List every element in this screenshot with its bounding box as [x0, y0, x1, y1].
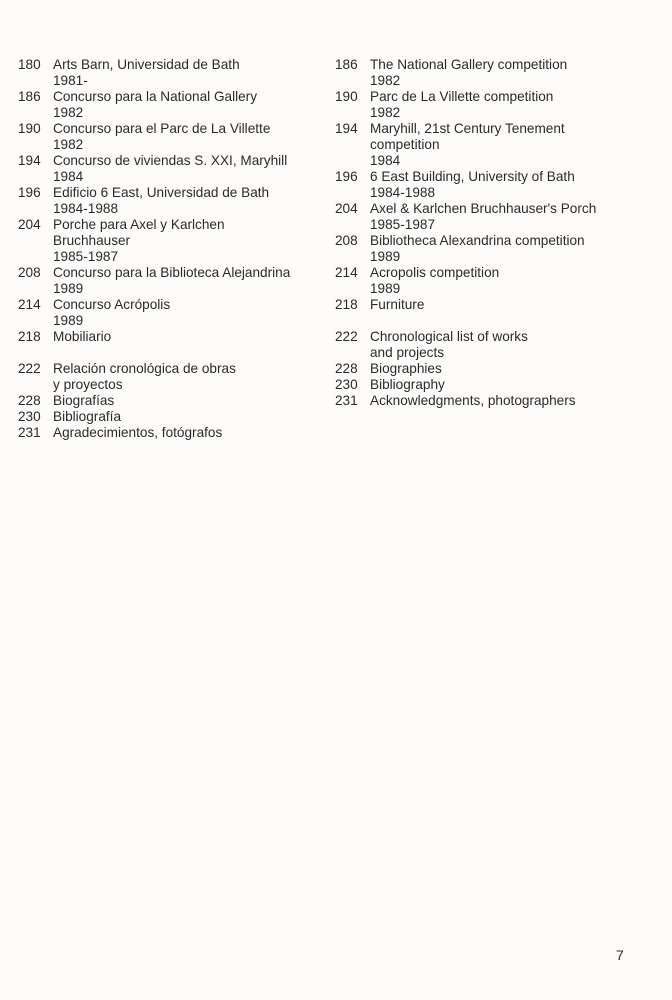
toc-entry-text — [53, 89, 318, 121]
toc-entry-text — [53, 409, 318, 425]
toc-entry — [18, 329, 318, 345]
toc-entry — [18, 361, 318, 393]
toc-entry — [18, 57, 318, 89]
toc-entry-title: Mobiliario — [53, 329, 112, 344]
toc-entry-text — [53, 153, 318, 185]
toc-page-number: 222 — [335, 329, 358, 344]
toc-entry — [18, 265, 318, 297]
toc-page-number: 196 — [335, 169, 358, 184]
toc-entry-text — [53, 393, 318, 409]
toc-entry-line: competition — [370, 137, 440, 152]
toc-page-number: 231 — [335, 393, 358, 408]
toc-entry — [335, 297, 655, 313]
toc-entry-text — [370, 121, 655, 169]
toc-entry-text — [370, 89, 655, 121]
toc-page-number: 218 — [335, 297, 358, 312]
toc-entry-title: Maryhill, 21st Century Tenement — [370, 121, 565, 136]
toc-entry-text — [53, 361, 318, 393]
toc-entry-text — [370, 297, 655, 313]
toc-entry-text — [53, 425, 318, 441]
toc-entry-line: and projects — [370, 345, 445, 360]
toc-page-number: 231 — [18, 425, 41, 440]
toc-page-number: 228 — [335, 361, 358, 376]
toc-entry-title: Furniture — [370, 297, 425, 312]
toc-page-number: 214 — [18, 297, 41, 312]
toc-page-number: 194 — [335, 121, 358, 136]
toc-entry-text — [53, 185, 318, 217]
toc-entry — [335, 265, 655, 297]
toc-page-number: 204 — [335, 201, 358, 216]
toc-entry-text — [370, 393, 655, 409]
toc-entry-line: 1984-1988 — [370, 185, 436, 200]
toc-entry-title: 6 East Building, University of Bath — [370, 169, 575, 184]
toc-page-number: 194 — [18, 153, 41, 168]
toc-entry-line: 1989 — [53, 313, 84, 328]
toc-entry-text — [370, 233, 655, 265]
toc-entry-text — [53, 57, 318, 89]
toc-entry-title: Edificio 6 East, Universidad de Bath — [53, 185, 270, 200]
toc-entry-title: Bibliography — [370, 377, 445, 392]
toc-entry — [18, 121, 318, 153]
toc-entry-title: Porche para Axel y Karlchen — [53, 217, 225, 232]
toc-page-number: 222 — [18, 361, 41, 376]
toc-entry-text — [53, 329, 318, 345]
toc-page-number: 230 — [18, 409, 41, 424]
toc-entry — [18, 425, 318, 441]
toc-entry-text — [370, 169, 655, 201]
toc-entry-title: Acropolis competition — [370, 265, 500, 280]
toc-entry-line: 1984 — [370, 153, 401, 168]
toc-entry-title: Bibliotheca Alexandrina competition — [370, 233, 585, 248]
toc-entry-title: The National Gallery competition — [370, 57, 568, 72]
toc-entry-title: Arts Barn, Universidad de Bath — [53, 57, 240, 72]
toc-entry — [335, 169, 655, 201]
toc-entry-line: 1989 — [370, 249, 401, 264]
toc-page-number: 208 — [335, 233, 358, 248]
toc-entry-text — [53, 297, 318, 329]
toc-entry-title: Axel & Karlchen Bruchhauser's Porch — [370, 201, 597, 216]
toc-entry-line: 1982 — [53, 105, 84, 120]
toc-entry-title: Agradecimientos, fotógrafos — [53, 425, 223, 440]
page-number: 7 — [616, 947, 624, 963]
toc-entry — [335, 201, 655, 233]
toc-entry-line: 1982 — [370, 105, 401, 120]
toc-entry-title: Concurso para la Biblioteca Alejandrina — [53, 265, 291, 280]
toc-entry-line: 1984 — [53, 169, 84, 184]
toc-entry — [335, 57, 655, 89]
section-gap — [335, 313, 655, 329]
toc-entry — [18, 89, 318, 121]
toc-entry-title: Relación cronológica de obras — [53, 361, 236, 376]
toc-entry-line: 1985-1987 — [370, 217, 436, 232]
toc-page-number: 186 — [335, 57, 358, 72]
toc-entry-text — [370, 377, 655, 393]
toc-entry-text — [370, 265, 655, 297]
toc-entry-line: y proyectos — [53, 377, 123, 392]
toc-entry-line: 1984-1988 — [53, 201, 119, 216]
toc-entry — [335, 329, 655, 361]
section-gap — [18, 345, 318, 361]
toc-entry-text — [53, 217, 318, 265]
toc-page-number: 214 — [335, 265, 358, 280]
toc-entry-title: Concurso de viviendas S. XXI, Maryhill — [53, 153, 288, 168]
toc-entry — [18, 393, 318, 409]
toc-entry — [335, 89, 655, 121]
toc-column-spanish — [18, 57, 318, 441]
toc-page-number: 186 — [18, 89, 41, 104]
toc-entry-text — [53, 121, 318, 153]
toc-page-number: 190 — [18, 121, 41, 136]
toc-entry-text — [370, 361, 655, 377]
toc-entry — [335, 233, 655, 265]
toc-page-number: 196 — [18, 185, 41, 200]
toc-entry-title: Concurso para la National Gallery — [53, 89, 258, 104]
toc-entry — [335, 393, 655, 409]
toc-page-number: 190 — [335, 89, 358, 104]
toc-entry-text — [370, 57, 655, 89]
toc-entry-title: Concurso para el Parc de La Villette — [53, 121, 271, 136]
toc-entry — [18, 297, 318, 329]
toc-page-number: 180 — [18, 57, 41, 72]
toc-entry — [335, 121, 655, 169]
toc-entry-line: 1989 — [53, 281, 84, 296]
toc-entry — [18, 185, 318, 217]
toc-page-number: 228 — [18, 393, 41, 408]
toc-page-number: 204 — [18, 217, 41, 232]
toc-page-number: 218 — [18, 329, 41, 344]
toc-entry — [18, 153, 318, 185]
toc-entry-line: 1985-1987 — [53, 249, 119, 264]
toc-entry-line: 1981- — [53, 73, 88, 88]
toc-column-english — [335, 57, 655, 409]
toc-entry — [335, 377, 655, 393]
toc-entry-text — [370, 201, 655, 233]
toc-entry-title: Bibliografía — [53, 409, 122, 424]
toc-entry-title: Chronological list of works — [370, 329, 528, 344]
toc-entry-line: 1982 — [53, 137, 84, 152]
toc-entry-line: Bruchhauser — [53, 233, 131, 248]
toc-entry-line: 1982 — [370, 73, 401, 88]
toc-entry-text — [370, 329, 655, 361]
toc-entry-title: Acknowledgments, photographers — [370, 393, 576, 408]
toc-entry-line: 1989 — [370, 281, 401, 296]
toc-page-number: 230 — [335, 377, 358, 392]
toc-entry-title: Concurso Acrópolis — [53, 297, 171, 312]
toc-entry — [18, 217, 318, 265]
toc-entry — [335, 361, 655, 377]
toc-entry-title: Biographies — [370, 361, 442, 376]
toc-entry-text — [53, 265, 318, 297]
toc-entry-title: Biografías — [53, 393, 115, 408]
toc-entry — [18, 409, 318, 425]
toc-page-number: 208 — [18, 265, 41, 280]
toc-entry-title: Parc de La Villette competition — [370, 89, 554, 104]
